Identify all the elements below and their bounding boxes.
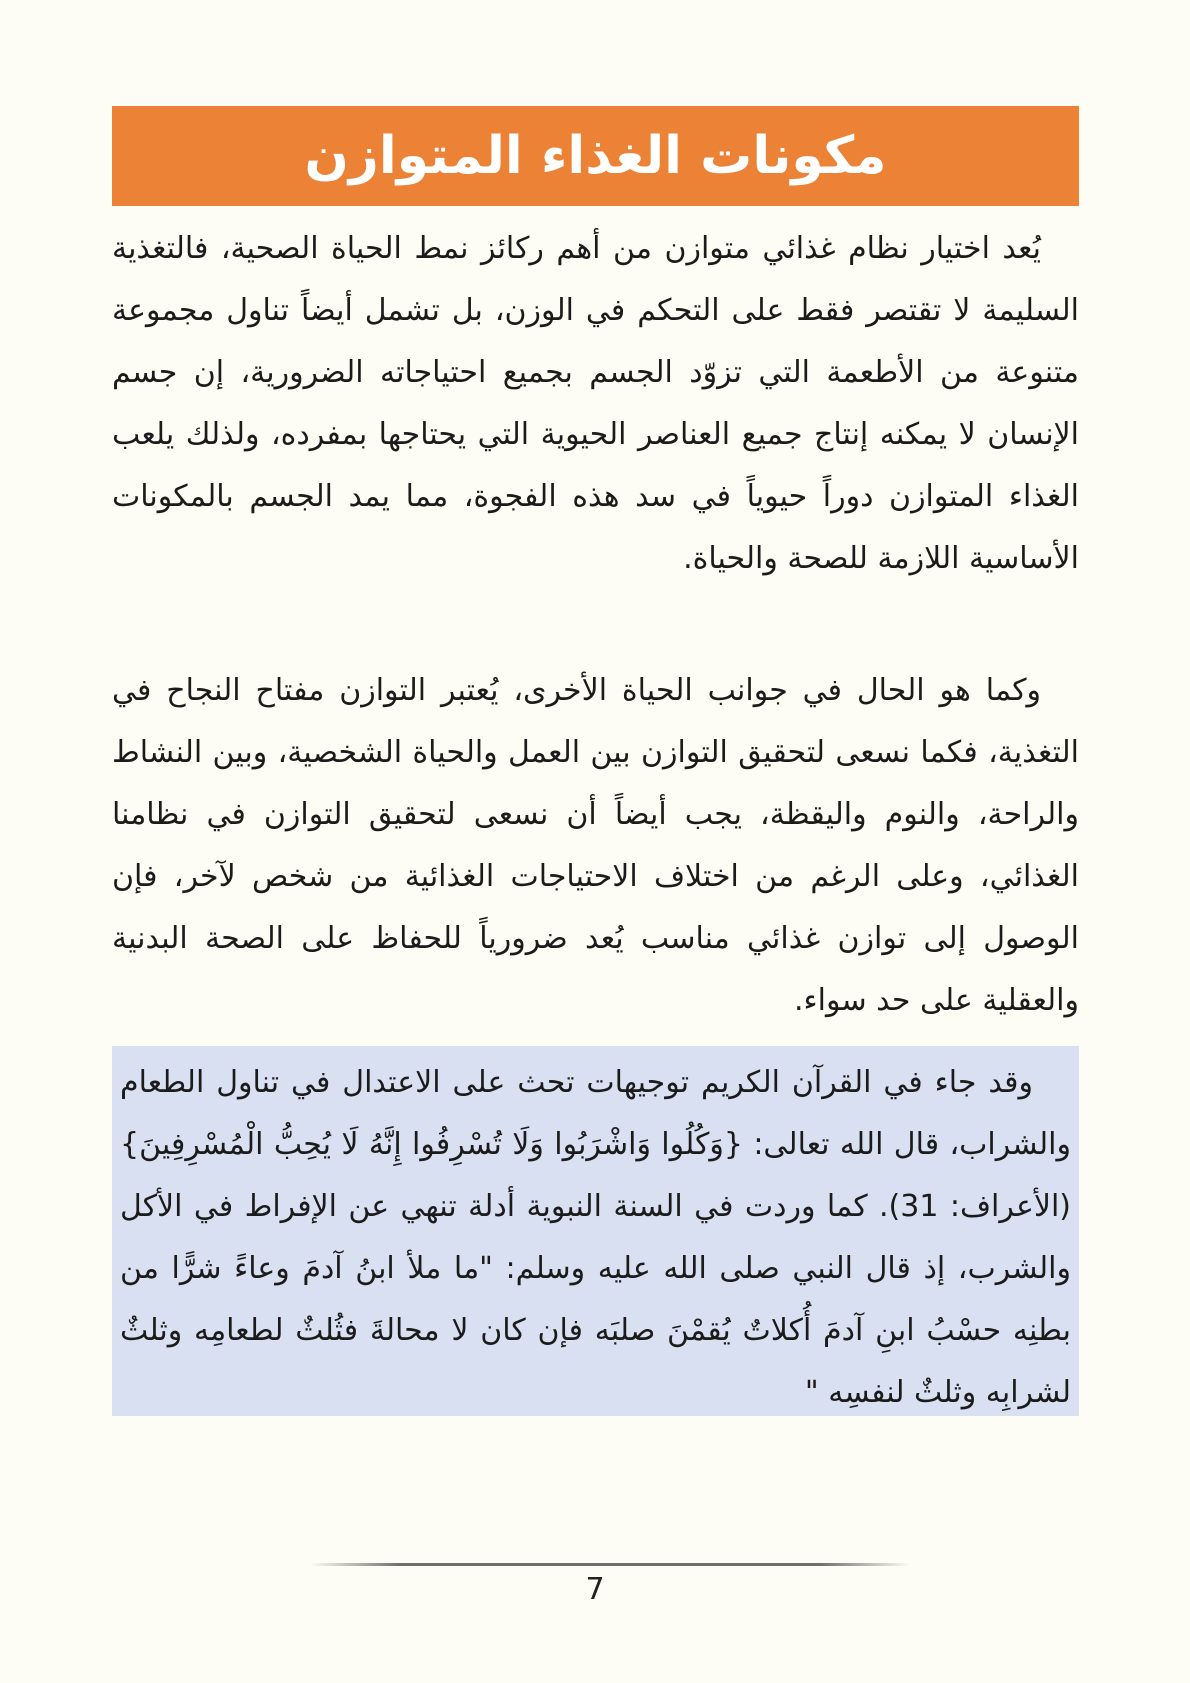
- page-number: 7: [585, 1572, 605, 1607]
- paragraph-intro: يُعد اختيار نظام غذائي متوازن من أهم ركائز نمط الحياة الصحية، فالتغذية السليمة لا تقتصر فقط على التحكم في الوزن، بل تشمل أيضاً تناول مجموعة متنوعة من الأطعمة التي تزوّد الجسم بجميع احتياجاته الضرورية، إن جسم الإنسان لا يمكنه إنتاج جميع العناصر الحيوية التي يحتاجها بمفرده، ولذلك يلعب الغذاء المتوازن دوراً حيوياً في سد هذه الفجوة، مما يمد الجسم بالمكونات الأساسية اللازمة للصحة والحياة.: [112, 231, 1079, 576]
- quote-text: وقد جاء في القرآن الكريم توجيهات تحث على الاعتدال في تناول الطعام والشراب، قال الله تعالى: {وَكُلُوا وَاشْرَبُوا وَلَا تُسْرِفُوا إِنَّهُ لَا يُحِبُّ الْمُسْرِفِينَ} (الأعراف: 31). كما وردت في السنة النبوية أدلة تنهي عن الإفراط في الأكل والشرب، إذ قال النبي صلى الله عليه وسلم: "ما ملأ ابنُ آدمَ وعاءً شرًّا من بطنِه حسْبُ ابنِ آدمَ أُكلاتٌ يُقمْنَ صلبَه فإن كان لا محالةَ فثُلثٌ لطعامِه وثلثٌ لشرابِه وثلثٌ لنفسِه ": [120, 1065, 1071, 1410]
- page-title: مكونات الغذاء المتوازن: [304, 126, 887, 186]
- footer-divider: [310, 1563, 910, 1566]
- paragraph-balance: وكما هو الحال في جوانب الحياة الأخرى، يُعتبر التوازن مفتاح النجاح في التغذية، فكما نسعى لتحقيق التوازن بين العمل والحياة الشخصية، وبين النشاط والراحة، والنوم واليقظة، يجب أيضاً أن نسعى لتحقيق التوازن في نظامنا الغذائي، وعلى الرغم من اختلاف الاحتياجات الغذائية من شخص لآخر، فإن الوصول إلى توازن غذائي مناسب يُعد ضرورياً للحفاظ على الصحة البدنية والعقلية على حد سواء.: [112, 673, 1079, 1018]
- quote-box: [112, 1046, 1079, 1416]
- title-banner: [112, 106, 1079, 206]
